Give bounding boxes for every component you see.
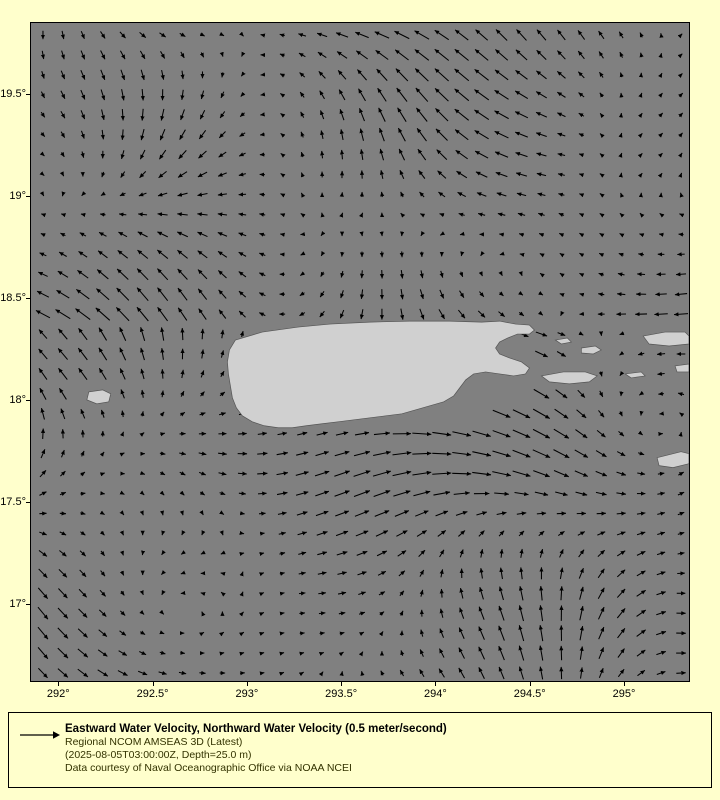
- x-tick-mark-2: [247, 682, 248, 686]
- y-tick-4: 17.5°: [0, 496, 26, 509]
- y-tick-mark-5: [26, 604, 30, 605]
- y-tick-3: 18°: [9, 394, 26, 407]
- y-tick-1: 19°: [9, 189, 26, 202]
- x-tick-mark-0: [58, 682, 59, 686]
- vector-arrow-icon: [19, 729, 61, 741]
- y-tick-mark-1: [26, 196, 30, 197]
- y-tick-2: 18.5°: [0, 291, 26, 304]
- culebra-island: [581, 346, 601, 354]
- st-croix-island: [657, 452, 689, 468]
- land-polygons: [31, 23, 689, 681]
- y-tick-mark-3: [26, 400, 30, 401]
- legend-text-block: [65, 722, 705, 775]
- x-tick-5: 294.5°: [513, 688, 546, 700]
- st-thomas-island: [643, 332, 689, 346]
- cay-east-1: [625, 372, 645, 378]
- x-tick-4: 294°: [424, 688, 447, 700]
- legend-source: Regional NCOM AMSEAS 3D (Latest): [65, 736, 243, 748]
- vieques-island: [541, 372, 597, 384]
- map-plot-area[interactable]: [30, 22, 690, 682]
- cay-east-2: [675, 364, 689, 372]
- y-tick-mark-2: [26, 298, 30, 299]
- x-tick-3: 293.5°: [325, 688, 358, 700]
- cay-north-east: [555, 338, 571, 344]
- x-tick-6: 295°: [612, 688, 636, 700]
- legend-title: Eastward Water Velocity, Northward Water Velocity (0.5 meter/second): [65, 723, 447, 735]
- legend-time-depth: (2025-08-05T03:00:00Z, Depth=25.0 m): [65, 749, 252, 761]
- legend-courtesy: Data courtesy of Naval Oceanographic Office via NOAA NCEI: [65, 762, 352, 774]
- x-tick-mark-3: [341, 682, 342, 686]
- y-tick-mark-4: [26, 502, 30, 503]
- mona-island: [87, 390, 111, 404]
- x-tick-mark-5: [530, 682, 531, 686]
- puerto-rico-island: [227, 321, 534, 428]
- x-tick-mark-4: [435, 682, 436, 686]
- legend-panel: [8, 712, 712, 788]
- x-tick-0: 292°: [46, 688, 70, 700]
- x-tick-2: 293°: [235, 688, 259, 700]
- y-tick-0: 19.5°: [0, 87, 26, 100]
- y-tick-5: 17°: [9, 598, 26, 611]
- x-tick-1: 292.5°: [136, 688, 169, 700]
- y-tick-mark-0: [26, 94, 30, 95]
- x-tick-mark-6: [624, 682, 625, 686]
- x-tick-mark-1: [153, 682, 154, 686]
